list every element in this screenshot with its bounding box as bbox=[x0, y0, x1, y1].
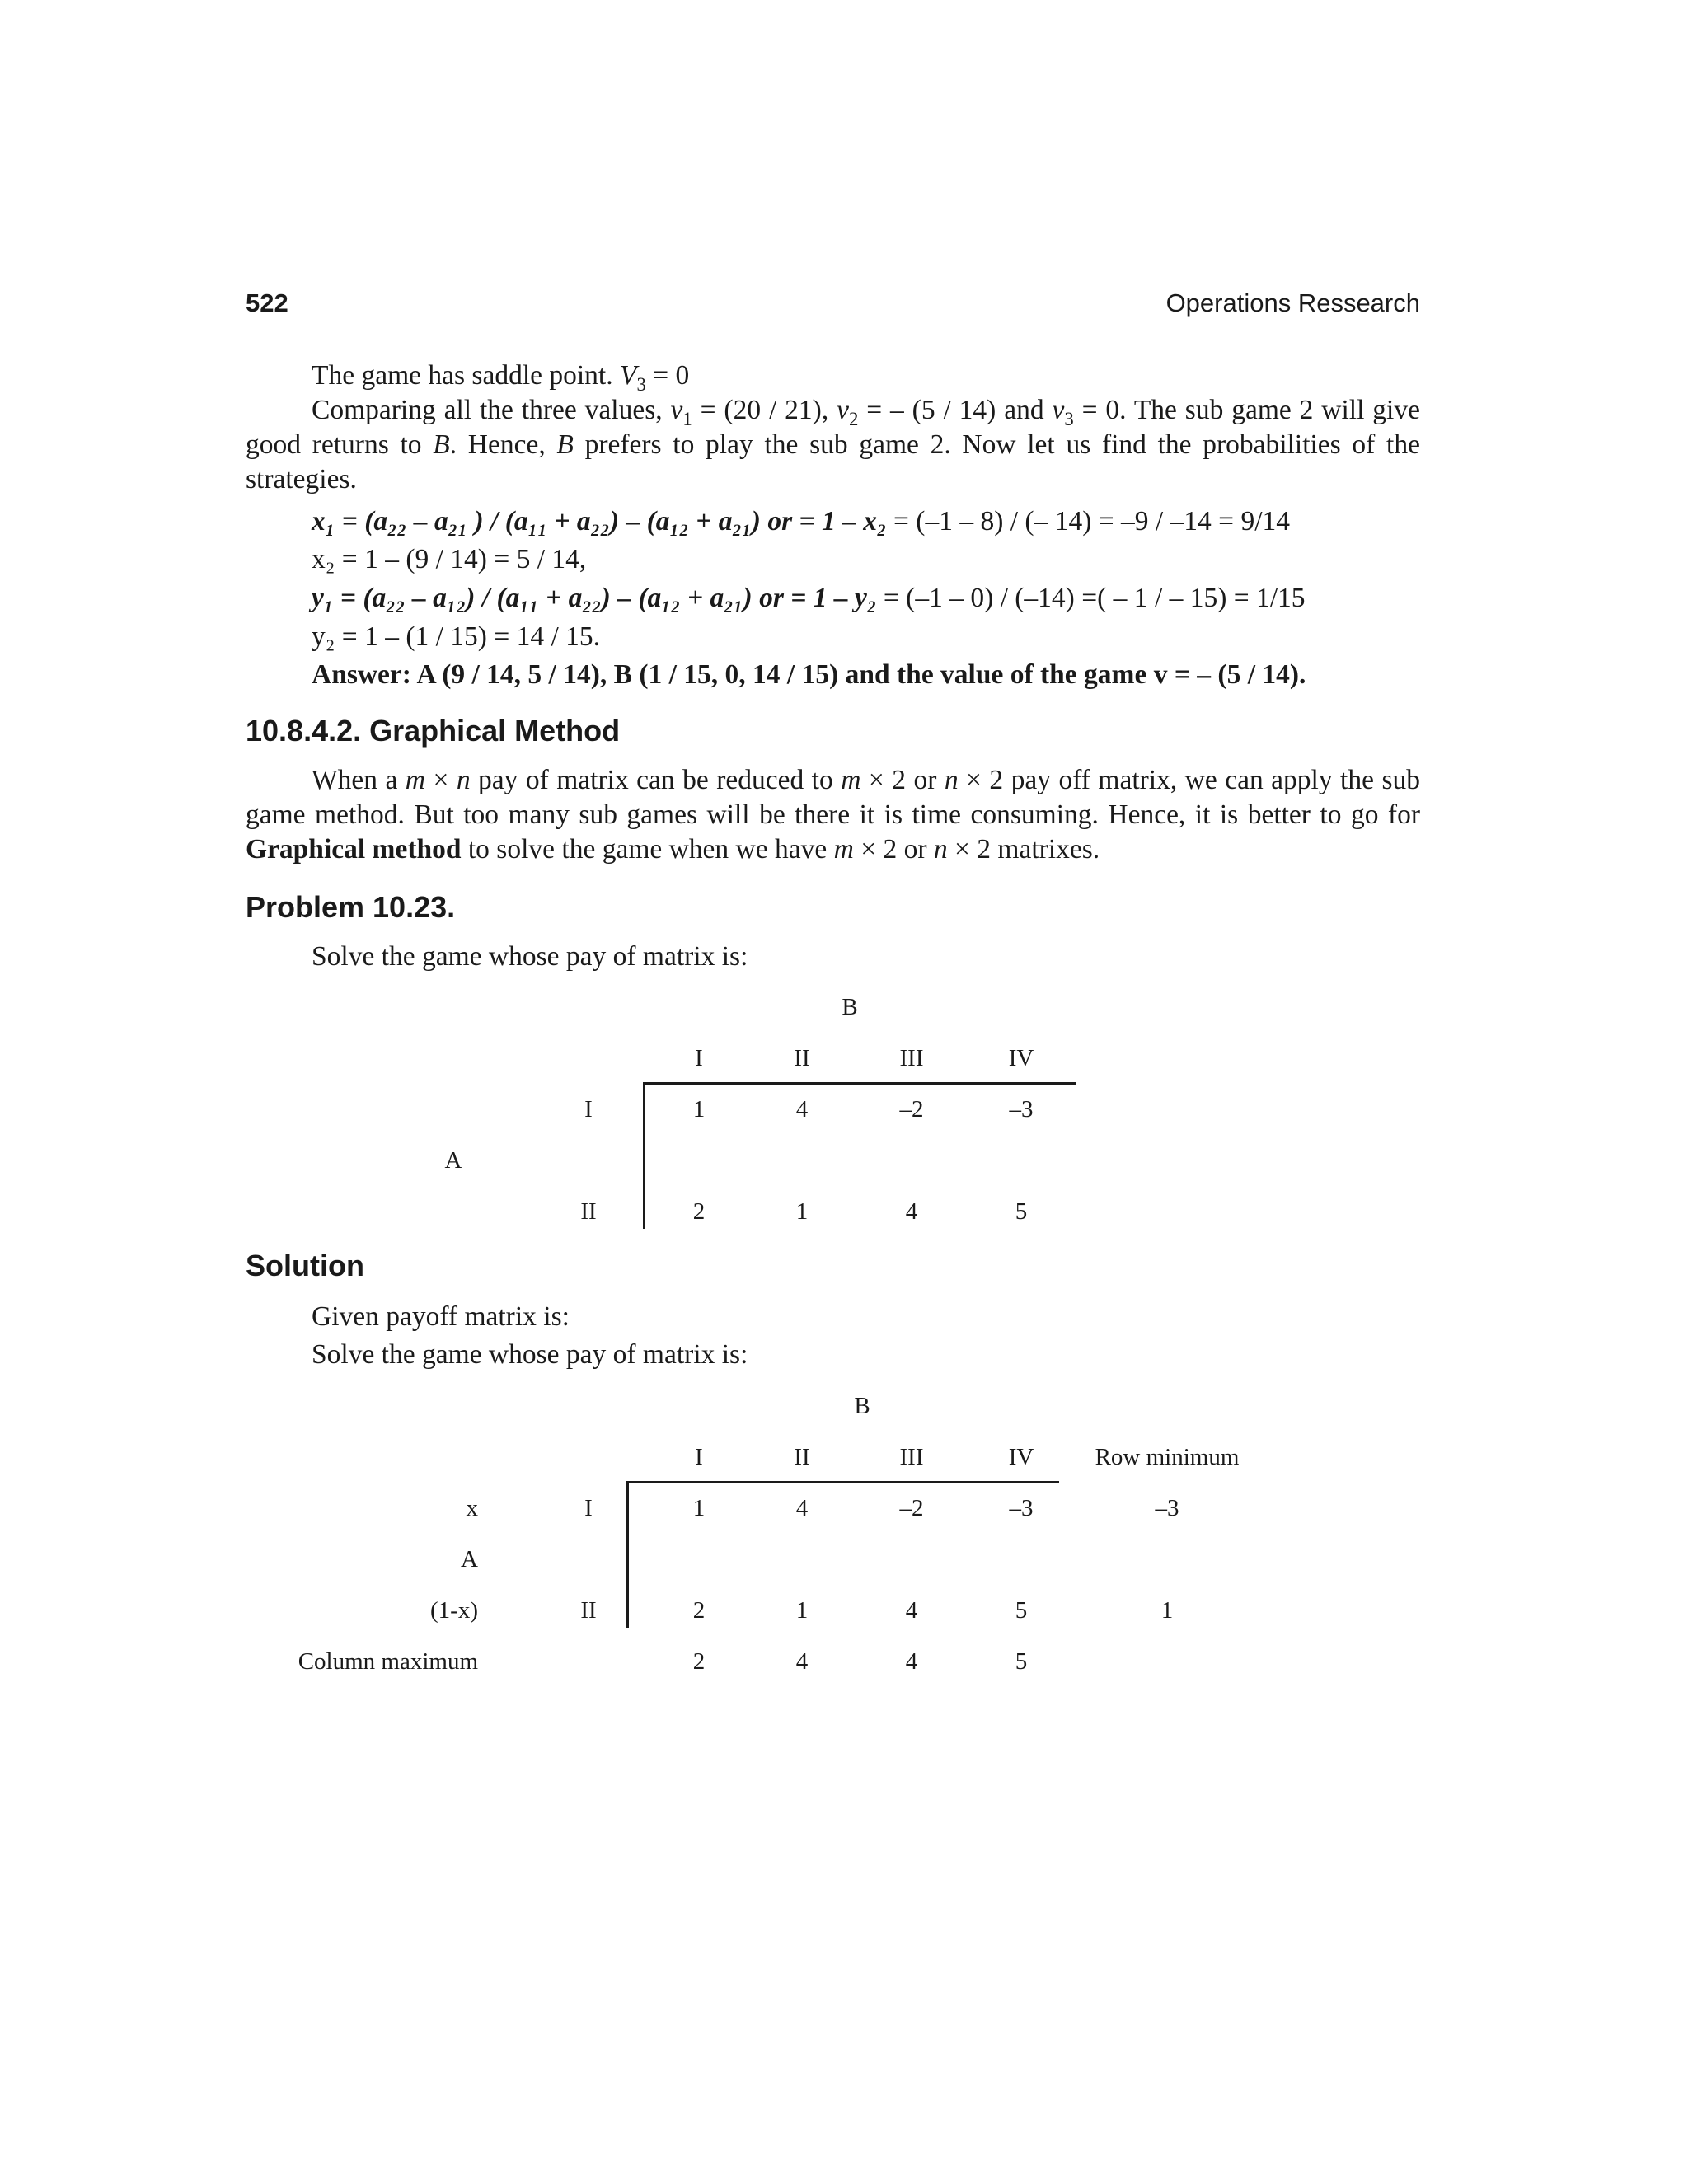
row-label: II bbox=[580, 1198, 597, 1225]
column-header: II bbox=[794, 1045, 810, 1071]
matrix-cell: –2 bbox=[899, 1096, 924, 1122]
player-a-label: A bbox=[444, 1147, 462, 1174]
graphical-method-paragraph: When a m × n pay of matrix can be reduced to m × 2 or n × 2 pay off matrix, we can apply the sub game method. But too many sub games will be there it is time consuming. Hence, it is better to go for Graphical method to solve the game when we have m × 2 or n × 2 matrixes. bbox=[246, 765, 1420, 865]
column-header: III bbox=[899, 1045, 924, 1071]
solution-heading: Solution bbox=[246, 1249, 364, 1282]
problem-statement: Solve the game whose pay of matrix is: bbox=[312, 941, 748, 972]
matrix-left-rule bbox=[626, 1481, 629, 1628]
probability-label: x bbox=[466, 1495, 478, 1521]
matrix-cell: 1 bbox=[692, 1495, 706, 1521]
formula-y2: y₂ = 1 – (1 / 15) = 14 / 15. bbox=[312, 621, 601, 652]
column-maximum-value: 2 bbox=[692, 1648, 706, 1675]
column-maximum-value: 4 bbox=[795, 1648, 809, 1675]
matrix-cell: –2 bbox=[899, 1495, 924, 1521]
column-maximum-value: 4 bbox=[905, 1648, 918, 1675]
row-minimum-value: 1 bbox=[1160, 1597, 1174, 1624]
matrix-cell: 4 bbox=[795, 1495, 809, 1521]
solution-line-1: Given payoff matrix is: bbox=[312, 1301, 570, 1332]
player-b-label: B bbox=[842, 994, 858, 1020]
matrix-cell: 5 bbox=[1015, 1198, 1028, 1225]
row-label: II bbox=[580, 1597, 597, 1624]
probability-label: (1-x) bbox=[430, 1597, 478, 1624]
player-a-label: A bbox=[461, 1546, 478, 1572]
running-header-title: Operations Ressearch bbox=[1165, 288, 1420, 317]
matrix-cell: 4 bbox=[905, 1198, 918, 1225]
page-number: 522 bbox=[246, 288, 288, 317]
formula-x1: x₁ = (a₂₂ – a₂₁ ) / (a₁₁ + a₂₂) – (a₁₂ + a₂₁) or = 1 – x₂ = (–1 – 8) / (– 14) = –9 / –14 = 9/14 bbox=[312, 506, 1291, 537]
matrix-cell: 4 bbox=[795, 1096, 809, 1122]
matrix-left-rule bbox=[643, 1082, 645, 1229]
matrix-cell: 1 bbox=[795, 1597, 809, 1624]
answer-line: Answer: A (9 / 14, 5 / 14), B (1 / 15, 0, 14 / 15) and the value of the game v = – (5 / 14). bbox=[312, 659, 1306, 690]
problem-heading: Problem 10.23. bbox=[246, 890, 456, 924]
column-header: IV bbox=[1008, 1045, 1034, 1071]
column-maximum-value: 5 bbox=[1015, 1648, 1028, 1675]
matrix-top-rule bbox=[626, 1481, 1059, 1483]
compare-paragraph: Comparing all the three values, $v_1 = (20 / 21)$, $v_2$ = – (5 / 14) and $v_3 = 0$. The sub game 2 will give good returns to B. Hence, B prefers to play the sub game 2. Now let us find the probabilities of the strategies. bbox=[246, 395, 1420, 494]
column-header: IV bbox=[1008, 1444, 1034, 1470]
column-maximum-label: Column maximum bbox=[298, 1648, 478, 1675]
matrix-cell: –3 bbox=[1009, 1096, 1034, 1122]
row-label: I bbox=[584, 1096, 593, 1122]
row-label: I bbox=[584, 1495, 593, 1521]
player-b-label: B bbox=[854, 1393, 870, 1419]
row-minimum-header: Row minimum bbox=[1095, 1444, 1240, 1470]
matrix-cell: –3 bbox=[1009, 1495, 1034, 1521]
column-header: III bbox=[899, 1444, 924, 1470]
column-header: II bbox=[794, 1444, 810, 1470]
saddle-point-line: The game has saddle point. $V_3 = 0$ bbox=[312, 360, 690, 395]
matrix-top-rule bbox=[643, 1082, 1076, 1085]
column-header: I bbox=[695, 1045, 703, 1071]
formula-x2: x₂ = 1 – (9 / 14) = 5 / 14, bbox=[312, 544, 587, 574]
matrix-cell: 1 bbox=[795, 1198, 809, 1225]
matrix-cell: 5 bbox=[1015, 1597, 1028, 1624]
matrix-cell: 2 bbox=[692, 1198, 706, 1225]
matrix-cell: 4 bbox=[905, 1597, 918, 1624]
section-heading-graphical-method: 10.8.4.2. Graphical Method bbox=[246, 714, 621, 748]
matrix-cell: 1 bbox=[692, 1096, 706, 1122]
row-minimum-value: –3 bbox=[1155, 1495, 1179, 1521]
formula-y1: y₁ = (a₂₂ – a₁₂) / (a₁₁ + a₂₂) – (a₁₂ + a₂₁) or = 1 – y₂ = (–1 – 0) / (–14) =( – 1 / – 15) = 1/15 bbox=[312, 583, 1306, 613]
matrix-cell: 2 bbox=[692, 1597, 706, 1624]
solution-line-2: Solve the game whose pay of matrix is: bbox=[312, 1339, 748, 1370]
column-header: I bbox=[695, 1444, 703, 1470]
